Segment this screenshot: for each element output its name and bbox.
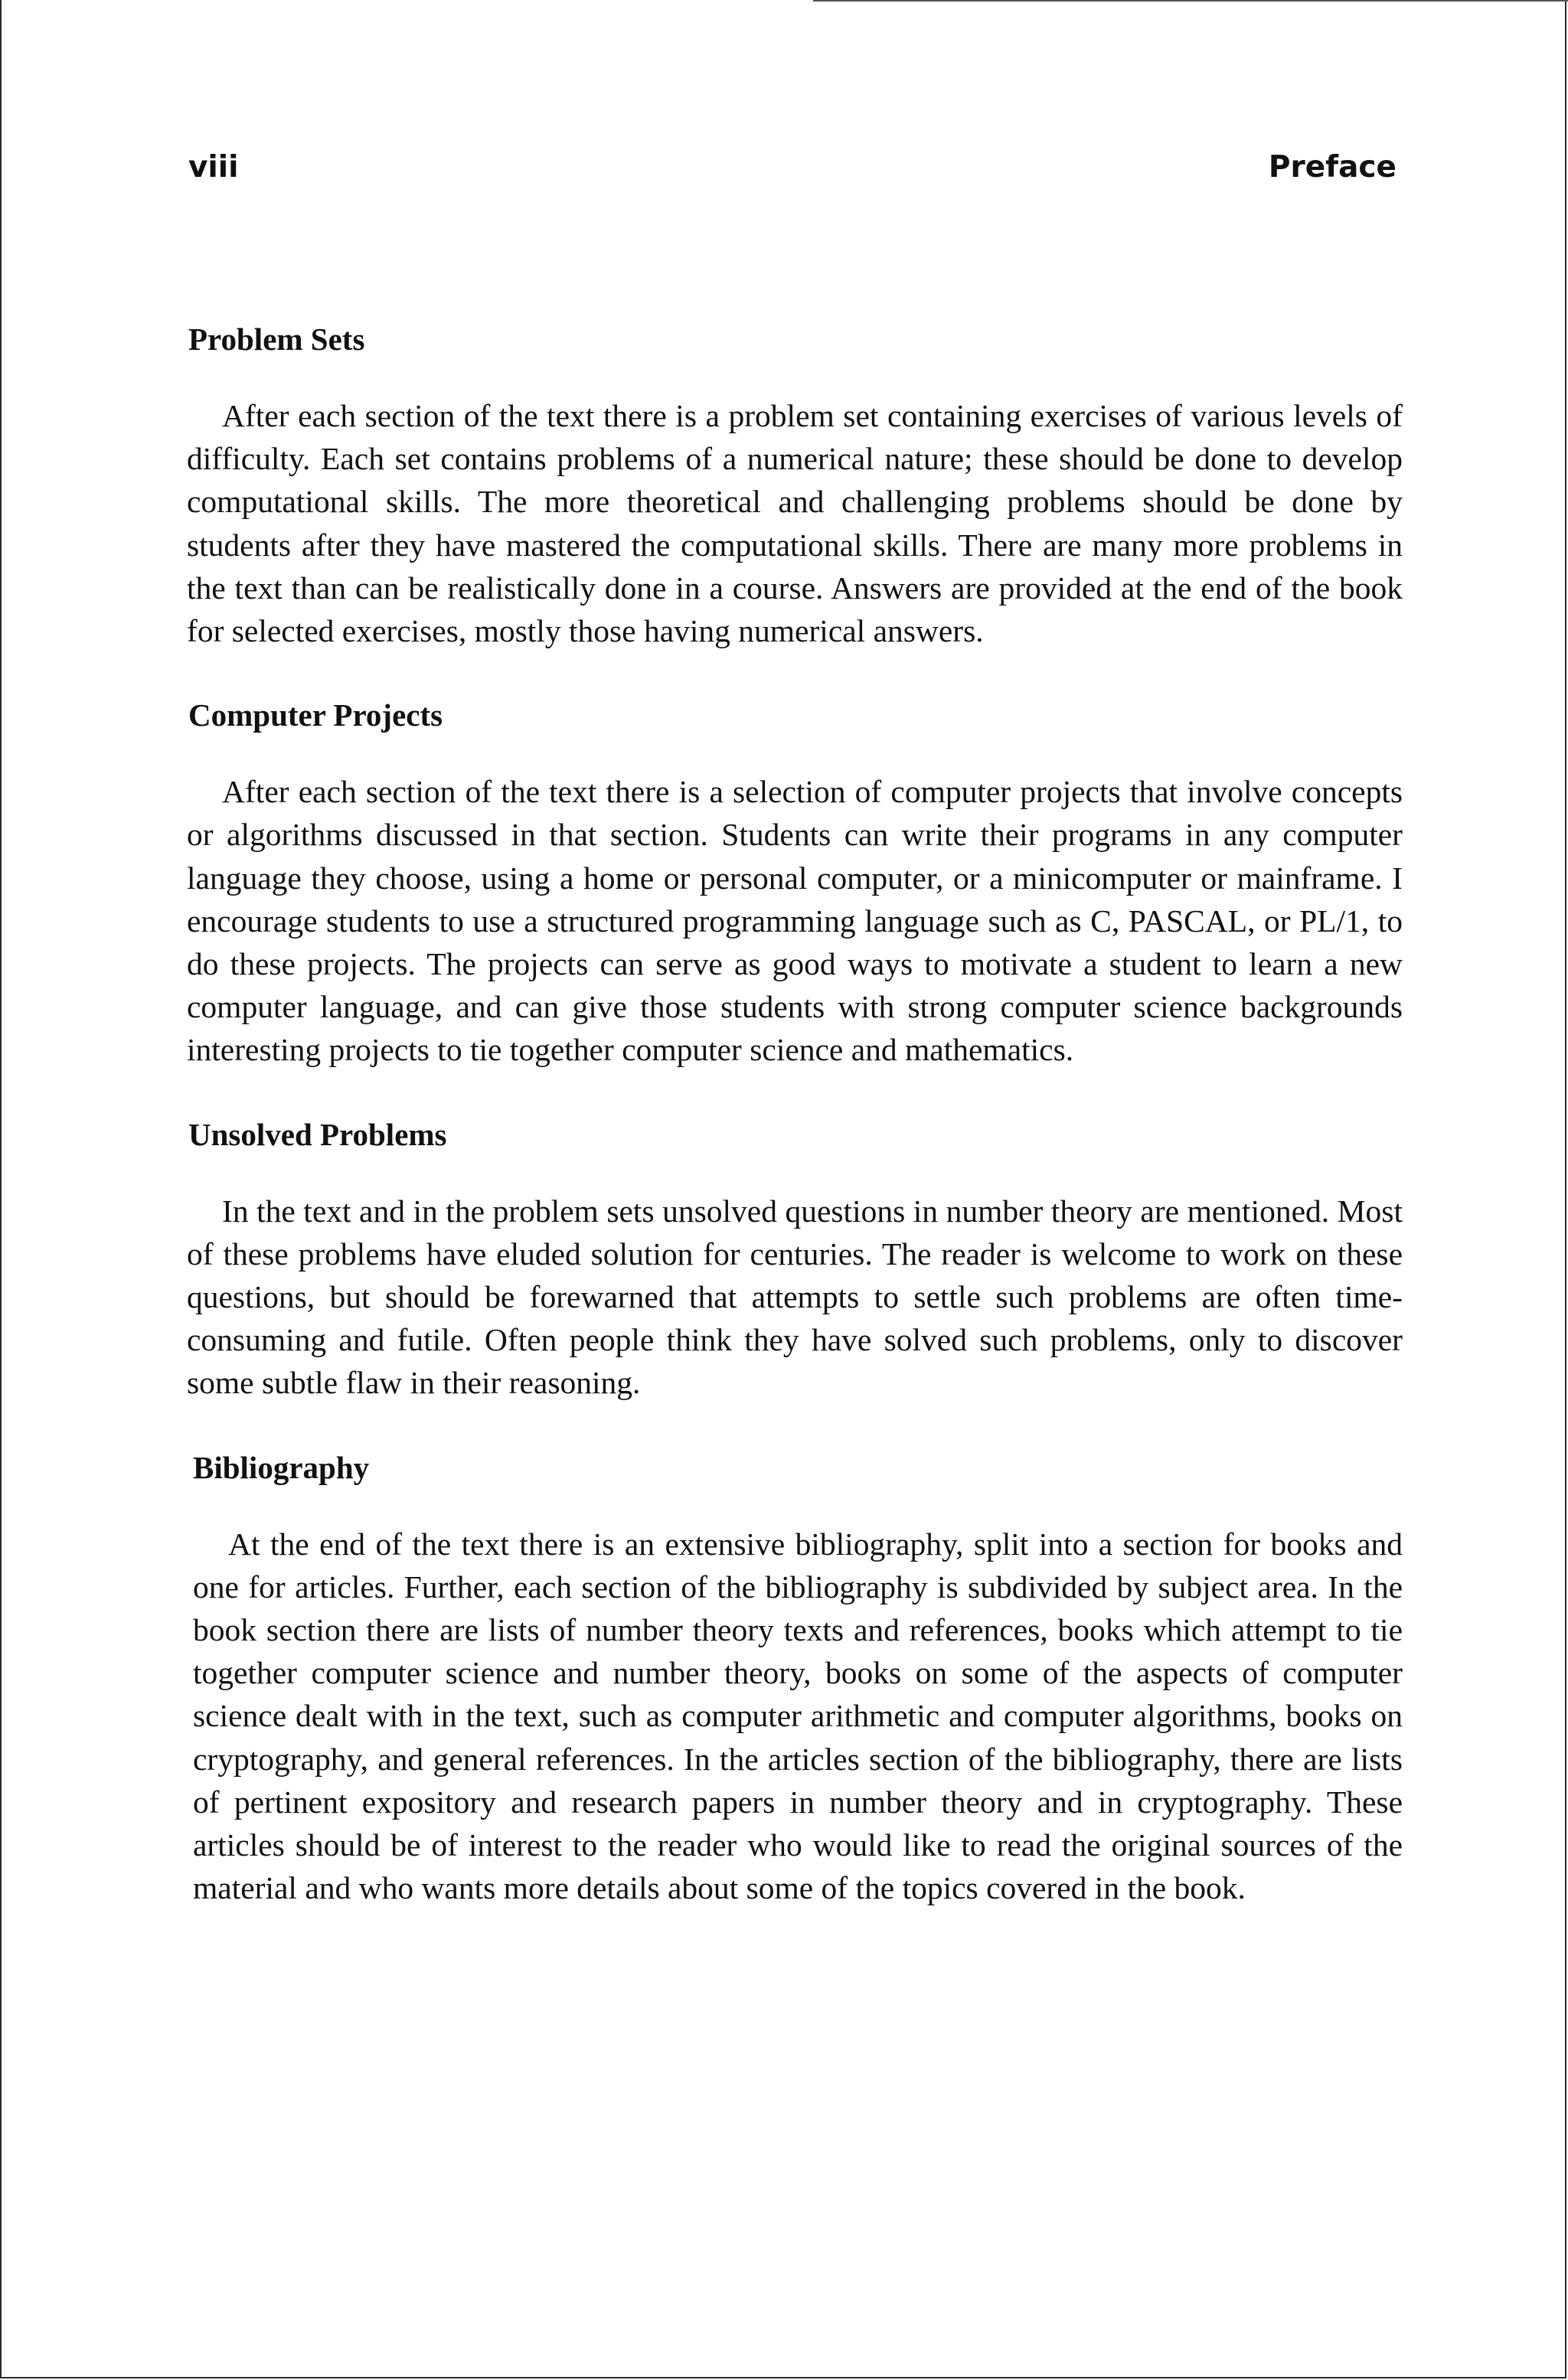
section-bibliography xyxy=(187,1446,1403,1910)
section-paragraph: After each section of the text there is a selection of computer projects that involve concepts or algorithms discussed in that section. Students can write their programs in any computer language they choose, using a home or personal computer, or a minicomputer or mainframe. I encourage students to use a structured programming language such as C, PASCAL, or PL/1, to do these projects. The projects can serve as good ways to motivate a student to learn a new computer language, and can give those students with strong computer science backgrounds interesting projects to tie together computer science and mathematics. xyxy=(187,774,1403,1068)
section-heading: Computer Projects xyxy=(188,697,443,733)
section-computer-projects xyxy=(187,694,1403,1071)
section-unsolved-problems xyxy=(187,1113,1403,1405)
section-problem-sets xyxy=(187,318,1403,652)
running-title: Preface xyxy=(1268,150,1396,184)
section-paragraph: At the end of the text there is an extensive bibliography, split into a section for books and one for articles. Further, each section of the bibliography is subdivided by subject area. In the book section there are lists of number theory texts and references, books which attempt to tie together computer science and number theory, books on some of the aspects of computer science dealt with in the text, such as computer arithmetic and computer algorithms, books on cryptography, and general references. In the articles section of the bibliography, there are lists of pertinent expository and research papers in number theory and in cryptography. These articles should be of interest to the reader who would like to read the original sources of the material and who wants more details about some of the topics covered in the book. xyxy=(193,1526,1403,1906)
section-heading: Problem Sets xyxy=(188,322,365,357)
page-number: viii xyxy=(188,150,239,184)
section-paragraph: After each section of the text there is a problem set containing exercises of various levels of difficulty. Each set contains problems of a numerical nature; these should be done to develop computational skills. The more theoretical and challenging problems should be done by students after they have mastered the computational skills. There are many more problems in the text than can be realistically done in a course. Answers are provided at the end of the book for selected exercises, mostly those having numerical answers. xyxy=(187,398,1403,649)
top-edge-rule xyxy=(813,0,1568,2)
section-paragraph: In the text and in the problem sets unsolved questions in number theory are mentioned. Most of these problems have eluded solution for centuries. The reader is welcome to work on these questions, but should be forewarned that attempts to settle such problems are often time-consuming and futile. Often people think they have solved such problems, only to discover some subtle flaw in their reasoning. xyxy=(187,1193,1403,1401)
page-body xyxy=(187,318,1403,1951)
section-heading: Unsolved Problems xyxy=(188,1116,447,1152)
section-heading: Bibliography xyxy=(193,1449,370,1485)
